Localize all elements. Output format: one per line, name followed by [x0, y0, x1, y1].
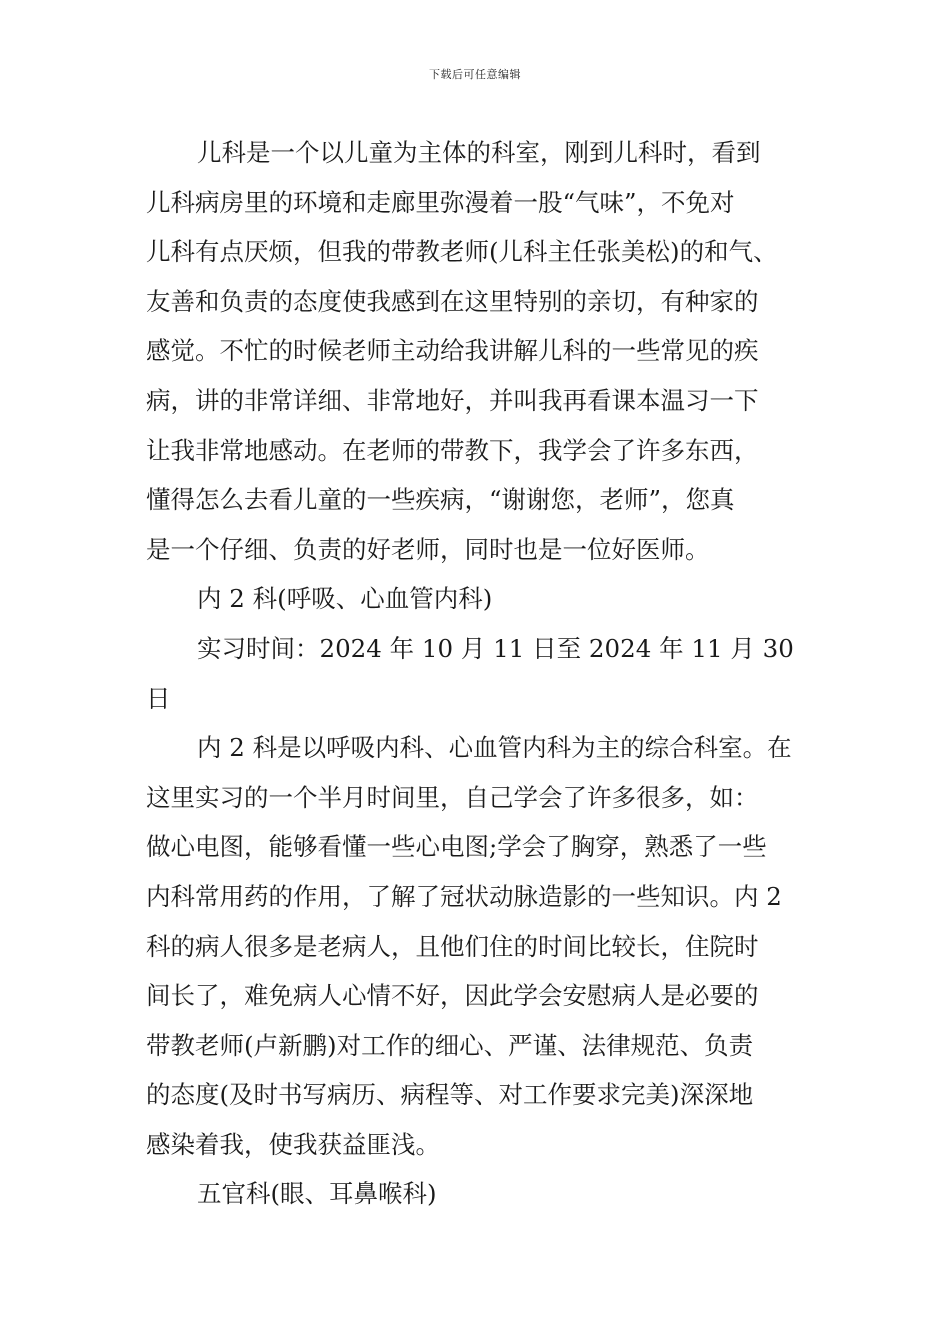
text-line: 儿科有点厌烦，但我的带教老师(儿科主任张美松)的和气、	[146, 237, 778, 267]
text-line: 内科常用药的作用，了解了冠状动脉造影的一些知识。内 2	[146, 881, 782, 911]
internship-period: 实习时间：2024 年 10 月 11 日至 2024 年 11 月 30	[197, 633, 794, 663]
section-heading: 五官科(眼、耳鼻喉科)	[197, 1179, 437, 1209]
text-line: 的态度(及时书写病历、病程等、对工作要求完美)深深地	[146, 1080, 754, 1110]
text-line: 日	[146, 683, 171, 713]
page-header: 下载后可任意编辑	[429, 68, 521, 81]
text-line: 内 2 科是以呼吸内科、心血管内科为主的综合科室。在	[197, 733, 792, 763]
text-line: 间长了，难免病人心情不好，因此学会安慰病人是必要的	[146, 981, 759, 1011]
document-body	[146, 128, 826, 1219]
text-line: 感觉。不忙的时候老师主动给我讲解儿科的一些常见的疾	[146, 336, 759, 366]
text-line: 带教老师(卢新鹏)对工作的细心、严谨、法律规范、负责	[146, 1030, 754, 1060]
section-heading: 内 2 科(呼吸、心血管内科)	[197, 584, 493, 614]
text-line: 儿科是一个以儿童为主体的科室，刚到儿科时，看到	[197, 138, 761, 167]
text-line: 病，讲的非常详细、非常地好，并叫我再看课本温习一下	[146, 385, 759, 415]
text-line: 让我非常地感动。在老师的带教下，我学会了许多东西，	[146, 435, 759, 465]
text-line: 感染着我，使我获益匪浅。	[146, 1129, 440, 1159]
text-line: 做心电图，能够看懂一些心电图;学会了胸穿，熟悉了一些	[146, 832, 767, 862]
text-line: 这里实习的一个半月时间里，自己学会了许多很多，如：	[146, 782, 759, 812]
text-line: 科的病人很多是老病人，且他们住的时间比较长，住院时	[146, 931, 759, 961]
text-line: 友善和负责的态度使我感到在这里特别的亲切，有种家的	[146, 286, 759, 316]
text-line: 懂得怎么去看儿童的一些疾病，“谢谢您，老师”，您真	[146, 485, 735, 515]
text-line: 是一个仔细、负责的好老师，同时也是一位好医师。	[146, 534, 710, 564]
text-line: 儿科病房里的环境和走廊里弥漫着一股“气味”，不免对	[146, 187, 735, 217]
